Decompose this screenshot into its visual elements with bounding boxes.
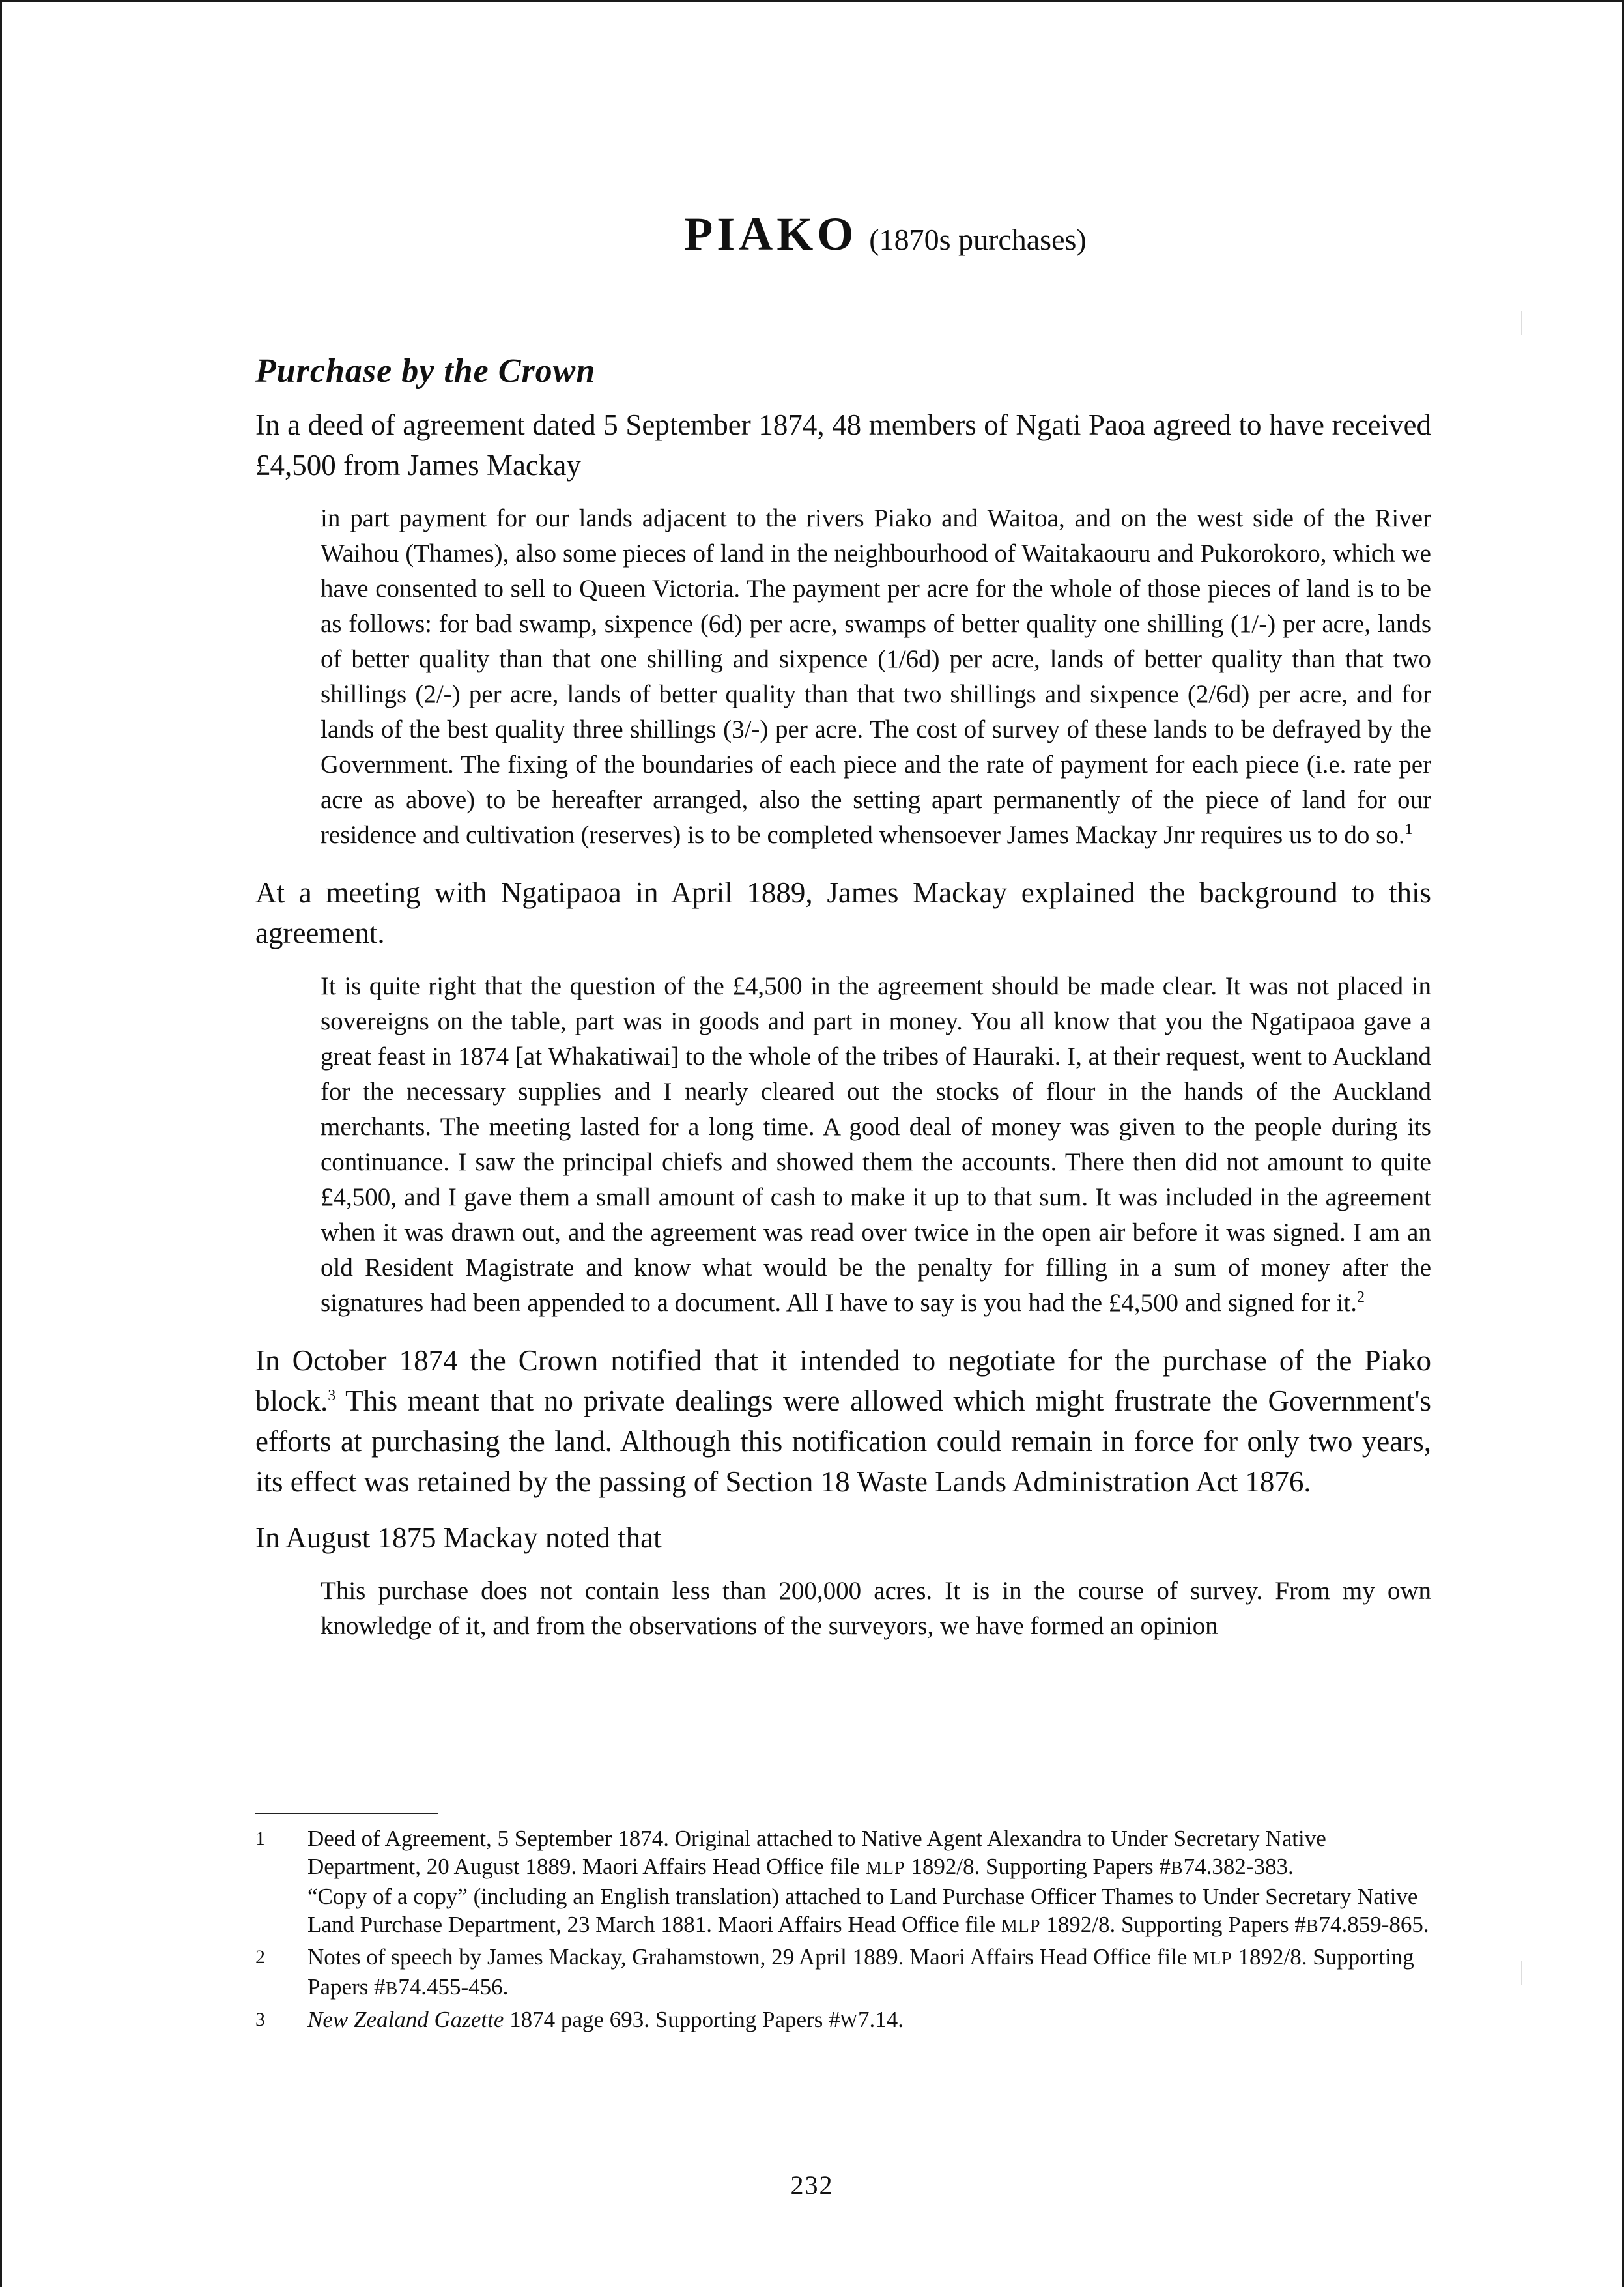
footnote-smallcaps: B	[1170, 1858, 1184, 1878]
footnote-smallcaps: W	[840, 2011, 859, 2032]
page-number: 232	[790, 2170, 834, 2200]
footnote-smallcaps: MLP	[865, 1858, 905, 1878]
footnote-smallcaps: B	[1305, 1916, 1319, 1936]
footnote-smallcaps: B	[385, 1979, 399, 1999]
footnote-text-part: 74.859-865.	[1318, 1912, 1429, 1937]
footnote-ref-1[interactable]: 1	[1404, 821, 1413, 838]
block-quote-deed	[321, 501, 1431, 853]
title-subtitle: (1870s purchases)	[869, 223, 1087, 256]
paragraph-deed-agreement: In a deed of agreement dated 5 September 1874, 48 members of Ngati Paoa agreed to have received £4,500 from James Mackay	[255, 409, 1431, 482]
page-title	[0, 207, 1624, 261]
paragraph-meeting: At a meeting with Ngatipaoa in April 1889, James Mackay explained the background to this agreement.	[255, 876, 1431, 949]
block-quote-deed-text: in part payment for our lands adjacent to the rivers Piako and Waitoa, and on the west side of the River Waihou (Thames), also some pieces of land in the neighbourhood of Waitakaouru and Pukorokoro, which we have consented to sell to Queen Victoria. The payment per acre for the whole of those pieces of land is to be as follows: for bad swamp, sixpence (6d) per acre, swamps of better quality one shilling (1/-) per acre, lands of better quality than that one shilling and sixpence (1/6d) per acre, lands of better quality than that two shillings (2/-) per acre, lands of better quality than that two shillings and sixpence (2/6d) per acre, and for lands of the best quality three shillings (3/-) per acre. The cost of survey of these lands to be defrayed by the Government. The fixing of the boundaries of each piece and the rate of payment for each piece (i.e. rate per acre as above) to be hereafter arranged, also the setting apart permanently of the piece of land for our residence and cultivation (reserves) is to be completed whensoever James Mackay Jnr requires us to do so.	[321, 504, 1431, 849]
footnote-italic-title: New Zealand Gazette	[307, 2007, 504, 2032]
footnotes	[255, 1824, 1431, 2038]
footnote-text-part: 1892/8. Supporting Papers #	[1040, 1912, 1306, 1937]
footnote-text-part: 74.455-456.	[398, 1974, 509, 2000]
paragraph-crown-notification	[255, 1340, 1431, 1502]
footnote-2	[255, 1943, 1431, 2003]
footnote-text-part: 74.382-383.	[1183, 1854, 1294, 1879]
footnote-text	[307, 1943, 1431, 2003]
footnote-text	[307, 2006, 1431, 2035]
footnote-smallcaps: MLP	[1193, 1949, 1232, 1969]
footnote-number: 2	[255, 1946, 265, 1968]
footnote-text-part: 7.14.	[858, 2007, 904, 2032]
footnote-text-part: 1874 page 693. Supporting Papers #	[504, 2007, 840, 2032]
footnote-ref-2[interactable]: 2	[1357, 1289, 1365, 1306]
footnote-text-part: 1892/8. Supporting Papers #	[307, 1944, 1414, 2000]
title-main: PIAKO	[684, 208, 858, 260]
footnote-1	[255, 1824, 1431, 1940]
footnote-divider	[255, 1813, 438, 1814]
paragraph-august-1875: In August 1875 Mackay noted that	[255, 1521, 662, 1554]
footnote-text-part: “Copy of a copy” (including an English translation) attached to Land Purchase Officer Thames to Under Secretary Native Land Purchase Department, 23 March 1881. Maori Affairs Head Office file	[307, 1884, 1418, 1937]
margin-scan-mark	[1521, 1961, 1522, 1985]
block-quote-purchase: This purchase does not contain less than 200,000 acres. It is in the course of survey. From my own knowledge of it, and from the observations of the surveyors, we have formed an opinion	[321, 1577, 1431, 1640]
section-heading: Purchase by the Crown	[255, 352, 596, 390]
main-content	[255, 352, 1431, 1663]
footnote-text	[307, 1824, 1431, 1940]
paragraph-crown-notification-a: In October 1874 the Crown notified that it intended to negotiate for the purchase of the Piako block.	[255, 1344, 1431, 1417]
footnote-text-part: Notes of speech by James Mackay, Grahamstown, 29 April 1889. Maori Affairs Head Office file	[307, 1944, 1193, 1970]
block-quote-mackay	[321, 969, 1431, 1321]
footnote-3	[255, 2006, 1431, 2035]
footnote-smallcaps: MLP	[1001, 1916, 1041, 1936]
block-quote-mackay-text: It is quite right that the question of the £4,500 in the agreement should be made clear. It was not placed in sovereigns on the table, part was in goods and part in money. You all know that you the Ngatipaoa gave a great feast in 1874 [at Whakatiwai] to the whole of the tribes of Hauraki. I, at their request, went to Auckland for the necessary supplies and I nearly cleared out the stocks of flour in the hands of the Auckland merchants. The meeting lasted for a long time. A good deal of money was given to the people during its continuance. I saw the principal chiefs and showed them the accounts. There then did not amount to quite £4,500, and I gave them a small amount of cash to make it up to that sum. It was included in the agreement when it was drawn out, and the agreement was read over twice in the open air before it was signed. I am an old Resident Magistrate and know what would be the penalty for filling in a sum of money after the signatures had been appended to a document. All I have to say is you had the £4,500 and signed for it.	[321, 972, 1431, 1317]
footnote-text-part: Deed of Agreement, 5 September 1874. Original attached to Native Agent Alexandra to Under Secretary Native Department, 20 August 1889. Maori Affairs Head Office file	[307, 1826, 1326, 1879]
footnote-ref-3[interactable]: 3	[328, 1387, 336, 1404]
margin-scan-mark	[1521, 311, 1522, 335]
paragraph-crown-notification-b: This meant that no private dealings were allowed which might frustrate the Government's efforts at purchasing the land. Although this notification could remain in force for only two years, its effect was retained by the passing of Section 18 Waste Lands Administration Act 1876.	[255, 1385, 1431, 1498]
footnote-number: 1	[255, 1828, 265, 1849]
footnote-text-part: 1892/8. Supporting Papers #	[905, 1854, 1171, 1879]
footnote-number: 3	[255, 2009, 265, 2030]
